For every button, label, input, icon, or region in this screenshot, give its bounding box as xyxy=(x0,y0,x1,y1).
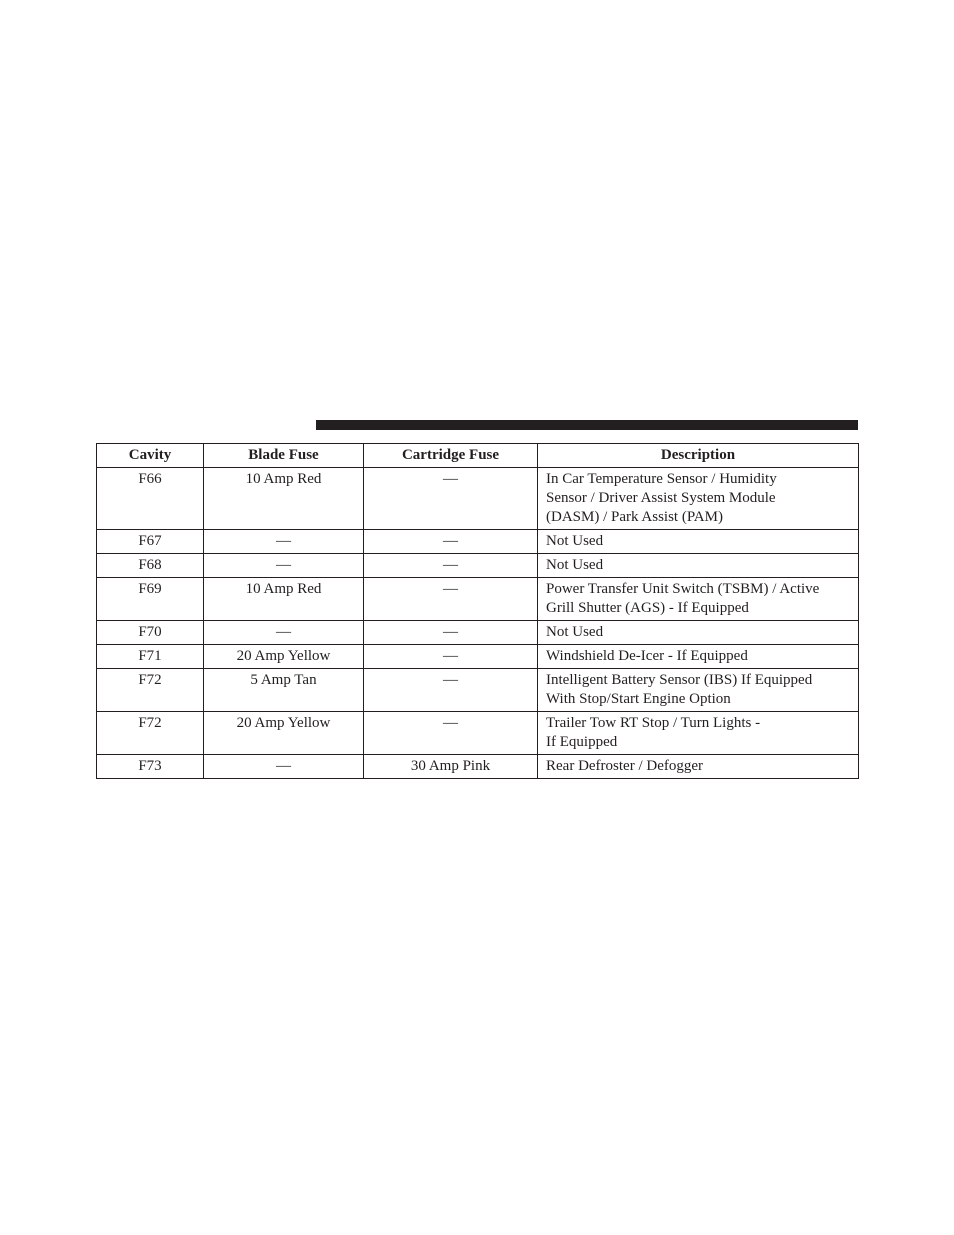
fuse-table xyxy=(96,443,859,779)
blade-fuse-cell: — xyxy=(204,554,364,578)
cartridge-fuse-cell: — xyxy=(364,578,538,621)
description-line: Not Used xyxy=(546,624,604,640)
cartridge-fuse-cell: — xyxy=(364,621,538,645)
header-description: Description xyxy=(538,444,859,468)
description-cell xyxy=(538,554,859,578)
blade-fuse-cell: 5 Amp Tan xyxy=(204,669,364,712)
description-line: Not Used xyxy=(546,533,604,549)
fuse-table-header xyxy=(97,444,859,468)
fuse-table-body xyxy=(97,468,859,779)
description-cell xyxy=(538,712,859,755)
description-line: Trailer Tow RT Stop / Turn Lights - xyxy=(546,715,761,731)
description-line: Grill Shutter (AGS) - If Equipped xyxy=(546,600,749,616)
blade-fuse-cell: 10 Amp Red xyxy=(204,578,364,621)
description-line: Rear Defroster / Defogger xyxy=(546,758,704,774)
blade-fuse-cell: — xyxy=(204,755,364,779)
description-line: If Equipped xyxy=(546,734,618,750)
blade-fuse-cell: 20 Amp Yellow xyxy=(204,645,364,669)
description-cell xyxy=(538,578,859,621)
description-line: Sensor / Driver Assist System Module xyxy=(546,490,776,506)
description-line: (DASM) / Park Assist (PAM) xyxy=(546,509,723,525)
cavity-cell: F71 xyxy=(97,645,204,669)
cavity-cell: F70 xyxy=(97,621,204,645)
description-cell xyxy=(538,669,859,712)
header-cartridge-fuse: Cartridge Fuse xyxy=(364,444,538,468)
description-line: Windshield De-Icer - If Equipped xyxy=(546,648,748,664)
table-row xyxy=(97,669,859,712)
blade-fuse-cell: — xyxy=(204,530,364,554)
description-line: Power Transfer Unit Switch (TSBM) / Active xyxy=(546,581,820,597)
cartridge-fuse-cell: 30 Amp Pink xyxy=(364,755,538,779)
section-header-bar xyxy=(316,420,858,430)
header-blade-fuse: Blade Fuse xyxy=(204,444,364,468)
description-cell xyxy=(538,645,859,669)
cartridge-fuse-cell: — xyxy=(364,645,538,669)
table-row xyxy=(97,578,859,621)
table-row xyxy=(97,645,859,669)
cartridge-fuse-cell: — xyxy=(364,554,538,578)
table-row xyxy=(97,621,859,645)
blade-fuse-cell: 10 Amp Red xyxy=(204,468,364,530)
table-row xyxy=(97,530,859,554)
table-row xyxy=(97,554,859,578)
description-cell xyxy=(538,755,859,779)
table-row xyxy=(97,468,859,530)
cartridge-fuse-cell: — xyxy=(364,669,538,712)
description-line: Intelligent Battery Sensor (IBS) If Equipped xyxy=(546,672,813,688)
description-cell xyxy=(538,530,859,554)
cavity-cell: F66 xyxy=(97,468,204,530)
cartridge-fuse-cell: — xyxy=(364,468,538,530)
header-row xyxy=(97,444,859,468)
description-line: With Stop/Start Engine Option xyxy=(546,691,731,707)
description-cell xyxy=(538,468,859,530)
blade-fuse-cell: — xyxy=(204,621,364,645)
table-row xyxy=(97,712,859,755)
description-line: Not Used xyxy=(546,557,604,573)
cavity-cell: F69 xyxy=(97,578,204,621)
description-line: In Car Temperature Sensor / Humidity xyxy=(546,471,777,487)
cavity-cell: F72 xyxy=(97,712,204,755)
header-cavity: Cavity xyxy=(97,444,204,468)
cartridge-fuse-cell: — xyxy=(364,530,538,554)
cavity-cell: F73 xyxy=(97,755,204,779)
cavity-cell: F68 xyxy=(97,554,204,578)
table-row xyxy=(97,755,859,779)
description-cell xyxy=(538,621,859,645)
cavity-cell: F67 xyxy=(97,530,204,554)
cartridge-fuse-cell: — xyxy=(364,712,538,755)
cavity-cell: F72 xyxy=(97,669,204,712)
blade-fuse-cell: 20 Amp Yellow xyxy=(204,712,364,755)
